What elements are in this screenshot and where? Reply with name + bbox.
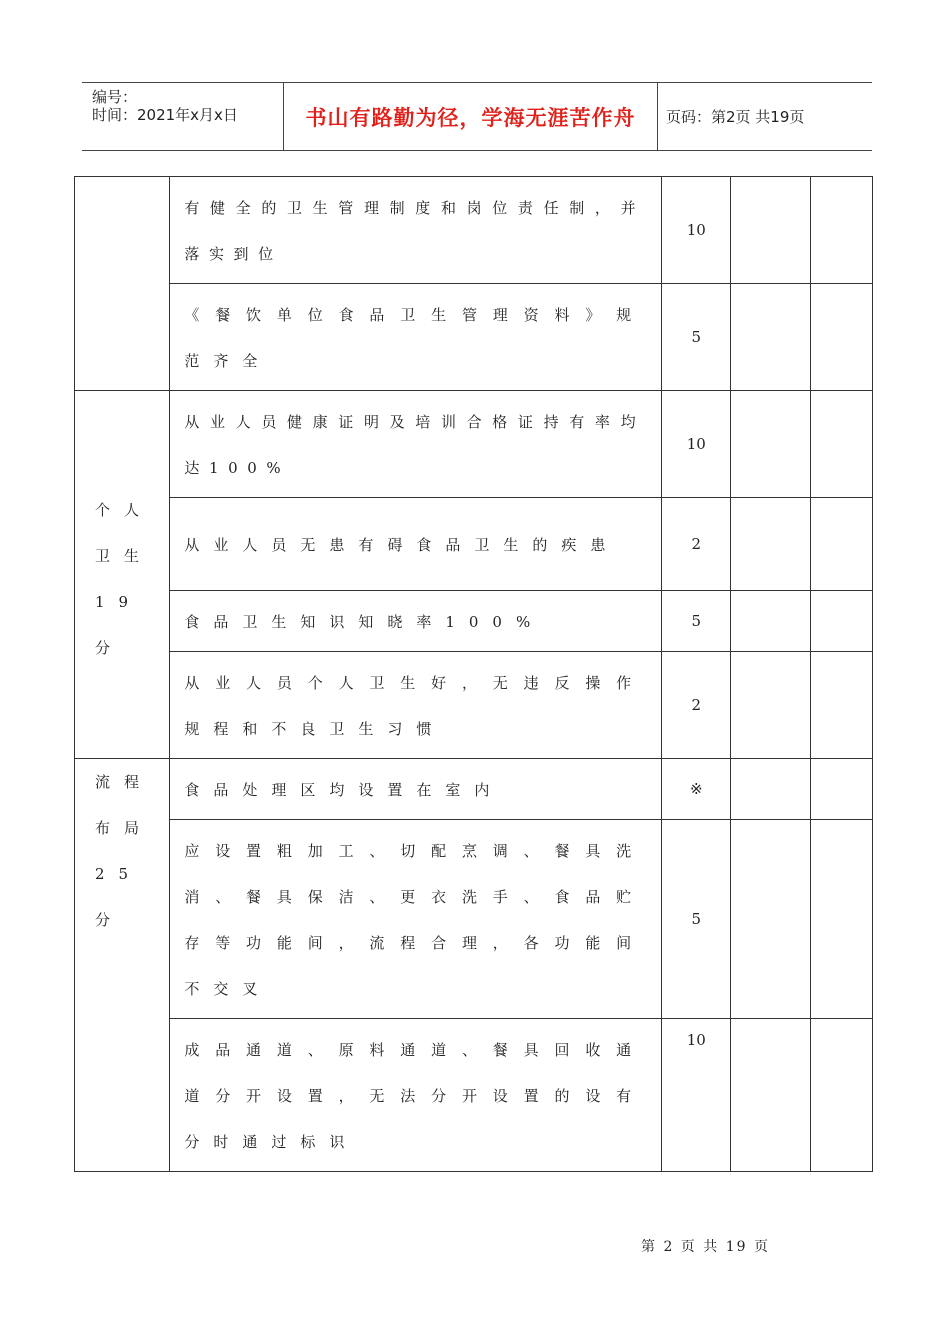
score-cell: 10 — [662, 391, 731, 498]
category-cell-process-layout — [75, 759, 170, 1172]
requirement-cell — [170, 759, 662, 820]
requirement-cell — [170, 498, 662, 591]
requirement-text: 食品卫生知识知晓率100% — [184, 613, 545, 631]
code-label: 编号： — [92, 88, 138, 106]
score-cell: 10 — [662, 177, 731, 284]
requirement-text: 从业人员健康证明及培训合格证持有率均达100% — [184, 413, 646, 477]
page-footer: 第 2 页 共 19 页 — [641, 1239, 770, 1255]
blank-cell — [731, 498, 810, 591]
table-row — [75, 498, 873, 591]
requirement-text: 从业人员无患有碍食品卫生的疾患 — [184, 536, 620, 554]
blank-cell — [731, 652, 810, 759]
header-page-label: 页码：第2页 共19页 — [666, 108, 805, 126]
table-row — [75, 820, 873, 1019]
blank-cell — [731, 284, 810, 391]
requirement-text: 有健全的卫生管理制度和岗位责任制，并落实到位 — [184, 199, 646, 263]
header-motto-cell — [283, 83, 658, 150]
inspection-table — [74, 176, 873, 1172]
requirement-text: 应设置粗加工、切配烹调、餐具洗消、餐具保洁、更衣洗手、食品贮存等功能间，流程合理，各功能间不交叉 — [184, 842, 646, 998]
requirement-text: 成品通道、原料通道、餐具回收通道分开设置，无法分开设置的设有分时通过标识 — [184, 1041, 646, 1151]
blank-cell — [731, 759, 810, 820]
blank-cell — [810, 177, 872, 284]
score-cell: 5 — [662, 284, 731, 391]
category-line: 个人 — [95, 501, 154, 519]
blank-cell — [731, 820, 810, 1019]
blank-cell — [810, 498, 872, 591]
blank-cell — [731, 391, 810, 498]
motto-text: 书山有路勤为径，学海无涯苦作舟 — [305, 105, 636, 130]
category-line: 布局 — [95, 819, 154, 837]
category-line: 卫生 — [95, 547, 154, 565]
blank-cell — [810, 284, 872, 391]
table-row — [75, 177, 873, 284]
page-header — [82, 82, 872, 151]
requirement-cell — [170, 391, 662, 498]
blank-cell — [810, 391, 872, 498]
blank-cell — [810, 1019, 872, 1172]
blank-cell — [731, 1019, 810, 1172]
requirement-cell — [170, 1019, 662, 1172]
blank-cell — [810, 652, 872, 759]
score-cell: 5 — [662, 820, 731, 1019]
requirement-cell — [170, 820, 662, 1019]
requirement-cell — [170, 284, 662, 391]
category-line: 19 分 — [95, 593, 143, 657]
category-line: 25 分 — [95, 865, 143, 929]
table-row — [75, 284, 873, 391]
requirement-text: 《餐饮单位食品卫生管理资料》规范齐全 — [184, 306, 646, 370]
category-cell-personal-hygiene — [75, 391, 170, 759]
blank-cell — [810, 591, 872, 652]
category-cell-management — [75, 177, 170, 391]
score-cell: 2 — [662, 498, 731, 591]
score-cell: ※ — [662, 759, 731, 820]
header-meta — [82, 83, 282, 150]
requirement-cell — [170, 591, 662, 652]
time-label: 时间：2021年x月x日 — [92, 106, 238, 124]
score-cell: 10 — [662, 1019, 731, 1172]
table-row — [75, 391, 873, 498]
score-cell: 5 — [662, 591, 731, 652]
blank-cell — [810, 759, 872, 820]
table-row — [75, 652, 873, 759]
blank-cell — [810, 820, 872, 1019]
table-row — [75, 759, 873, 820]
table-row — [75, 1019, 873, 1172]
score-cell: 2 — [662, 652, 731, 759]
requirement-text: 食品处理区均设置在室内 — [184, 781, 504, 799]
requirement-cell — [170, 177, 662, 284]
requirement-text: 从业人员个人卫生好，无违反操作规程和不良卫生习惯 — [184, 674, 646, 738]
blank-cell — [731, 591, 810, 652]
category-line: 流程 — [95, 773, 154, 791]
blank-cell — [731, 177, 810, 284]
requirement-cell — [170, 652, 662, 759]
table-row — [75, 591, 873, 652]
